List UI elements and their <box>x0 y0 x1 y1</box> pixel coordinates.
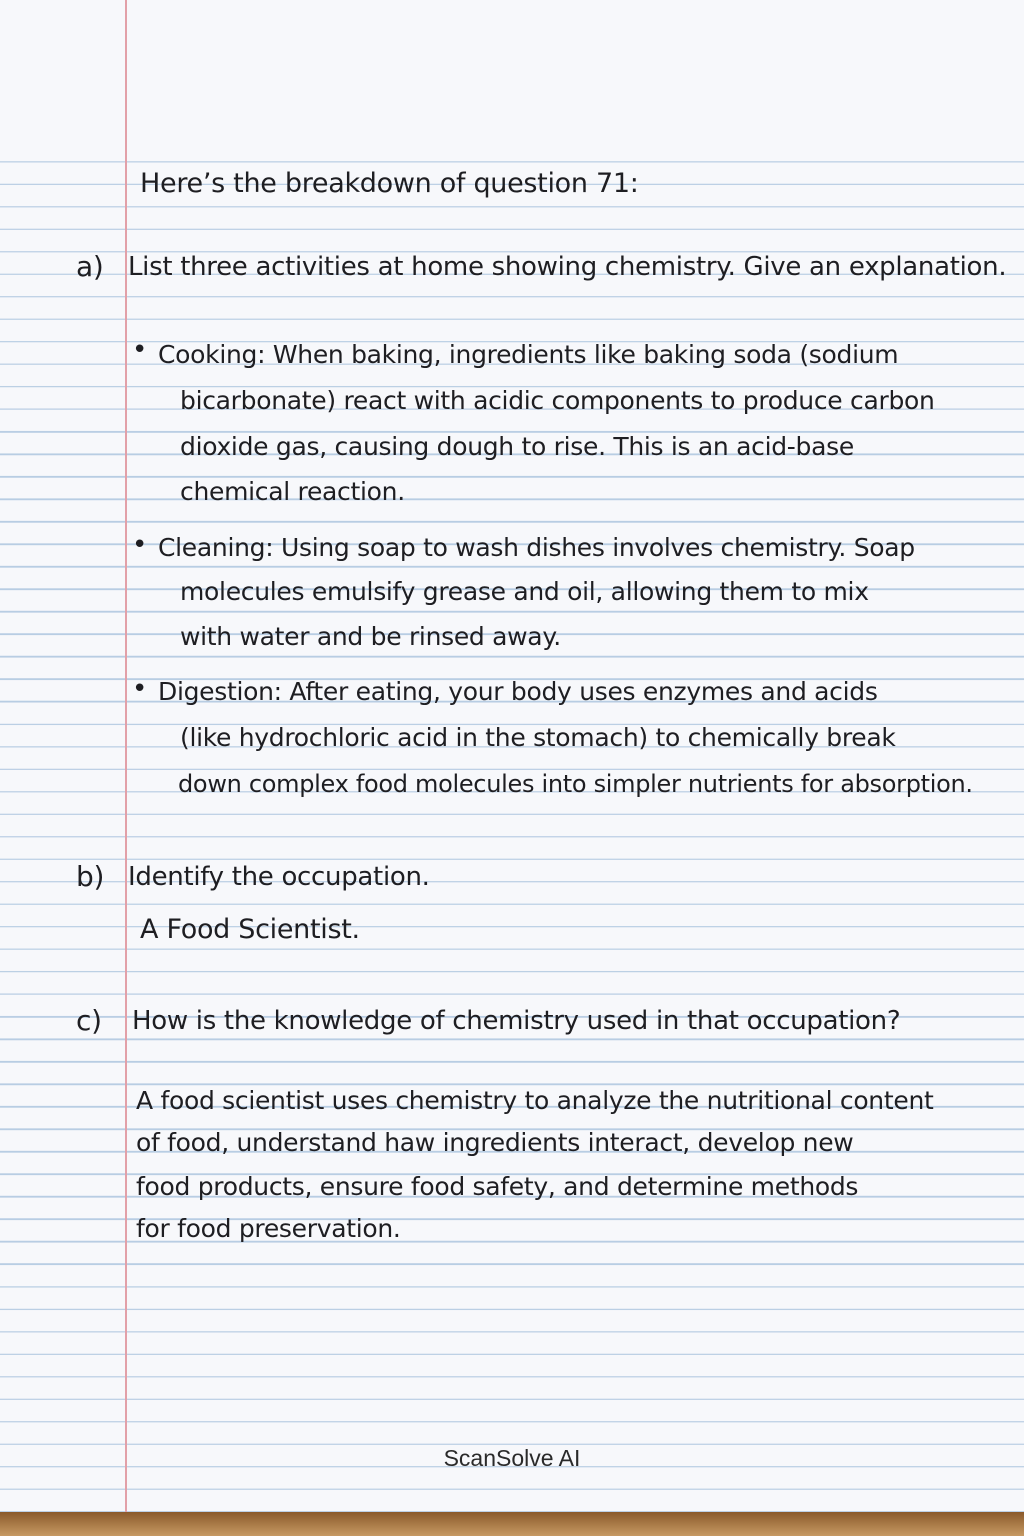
question-c-answer-line-3: food products, ensure food safety, and determine methods <box>136 1172 859 1201</box>
bullet-dot: • <box>132 335 148 365</box>
bullet-cleaning-line-2: molecules emulsify grease and oil, allowing them to mix <box>180 577 869 606</box>
bullet-cooking-line-4: chemical reaction. <box>180 477 405 506</box>
question-c-text: How is the knowledge of chemistry used in that occupation? <box>132 1006 901 1036</box>
bullet-digestion-line-1: Digestion: After eating, your body uses enzymes and acids <box>158 677 878 706</box>
bullet-dot: • <box>132 674 148 704</box>
bullet-cleaning-line-3: with water and be rinsed away. <box>180 622 561 651</box>
question-c-answer-line-4: for food preservation. <box>136 1214 401 1243</box>
question-b-text: Identify the occupation. <box>128 862 430 892</box>
footer-brand: ScanSolve AI <box>443 1445 581 1471</box>
question-b-label: b) <box>76 860 105 893</box>
bullet-digestion-line-2: (like hydrochloric acid in the stomach) to chemically break <box>180 723 896 752</box>
bullet-cooking-line-3: dioxide gas, causing dough to rise. This is an acid-base <box>180 432 854 461</box>
question-c-label: c) <box>76 1004 102 1037</box>
bullet-cleaning-line-1: Cleaning: Using soap to wash dishes involves chemistry. Soap <box>158 533 915 562</box>
bullet-dot: • <box>132 530 148 560</box>
bullet-digestion-line-3: down complex food molecules into simpler nutrients for absorption. <box>178 770 973 798</box>
bullet-cooking-line-1: Cooking: When baking, ingredients like baking soda (sodium <box>158 340 899 369</box>
bullet-cooking-line-2: bicarbonate) react with acidic components to produce carbon <box>180 386 935 415</box>
question-a-text: List three activities at home showing chemistry. Give an explanation. <box>128 252 1007 282</box>
question-c-answer-line-2: of food, understand haw ingredients interact, develop new <box>136 1128 854 1157</box>
question-a-label: a) <box>76 250 104 283</box>
question-b-answer: A Food Scientist. <box>140 914 360 945</box>
intro-line: Here’s the breakdown of question 71: <box>140 168 639 199</box>
red-margin-line <box>125 0 127 1512</box>
page-top-margin <box>0 0 1024 152</box>
desk-surface <box>0 1512 1024 1536</box>
question-c-answer-line-1: A food scientist uses chemistry to analyze the nutritional content <box>136 1086 934 1115</box>
